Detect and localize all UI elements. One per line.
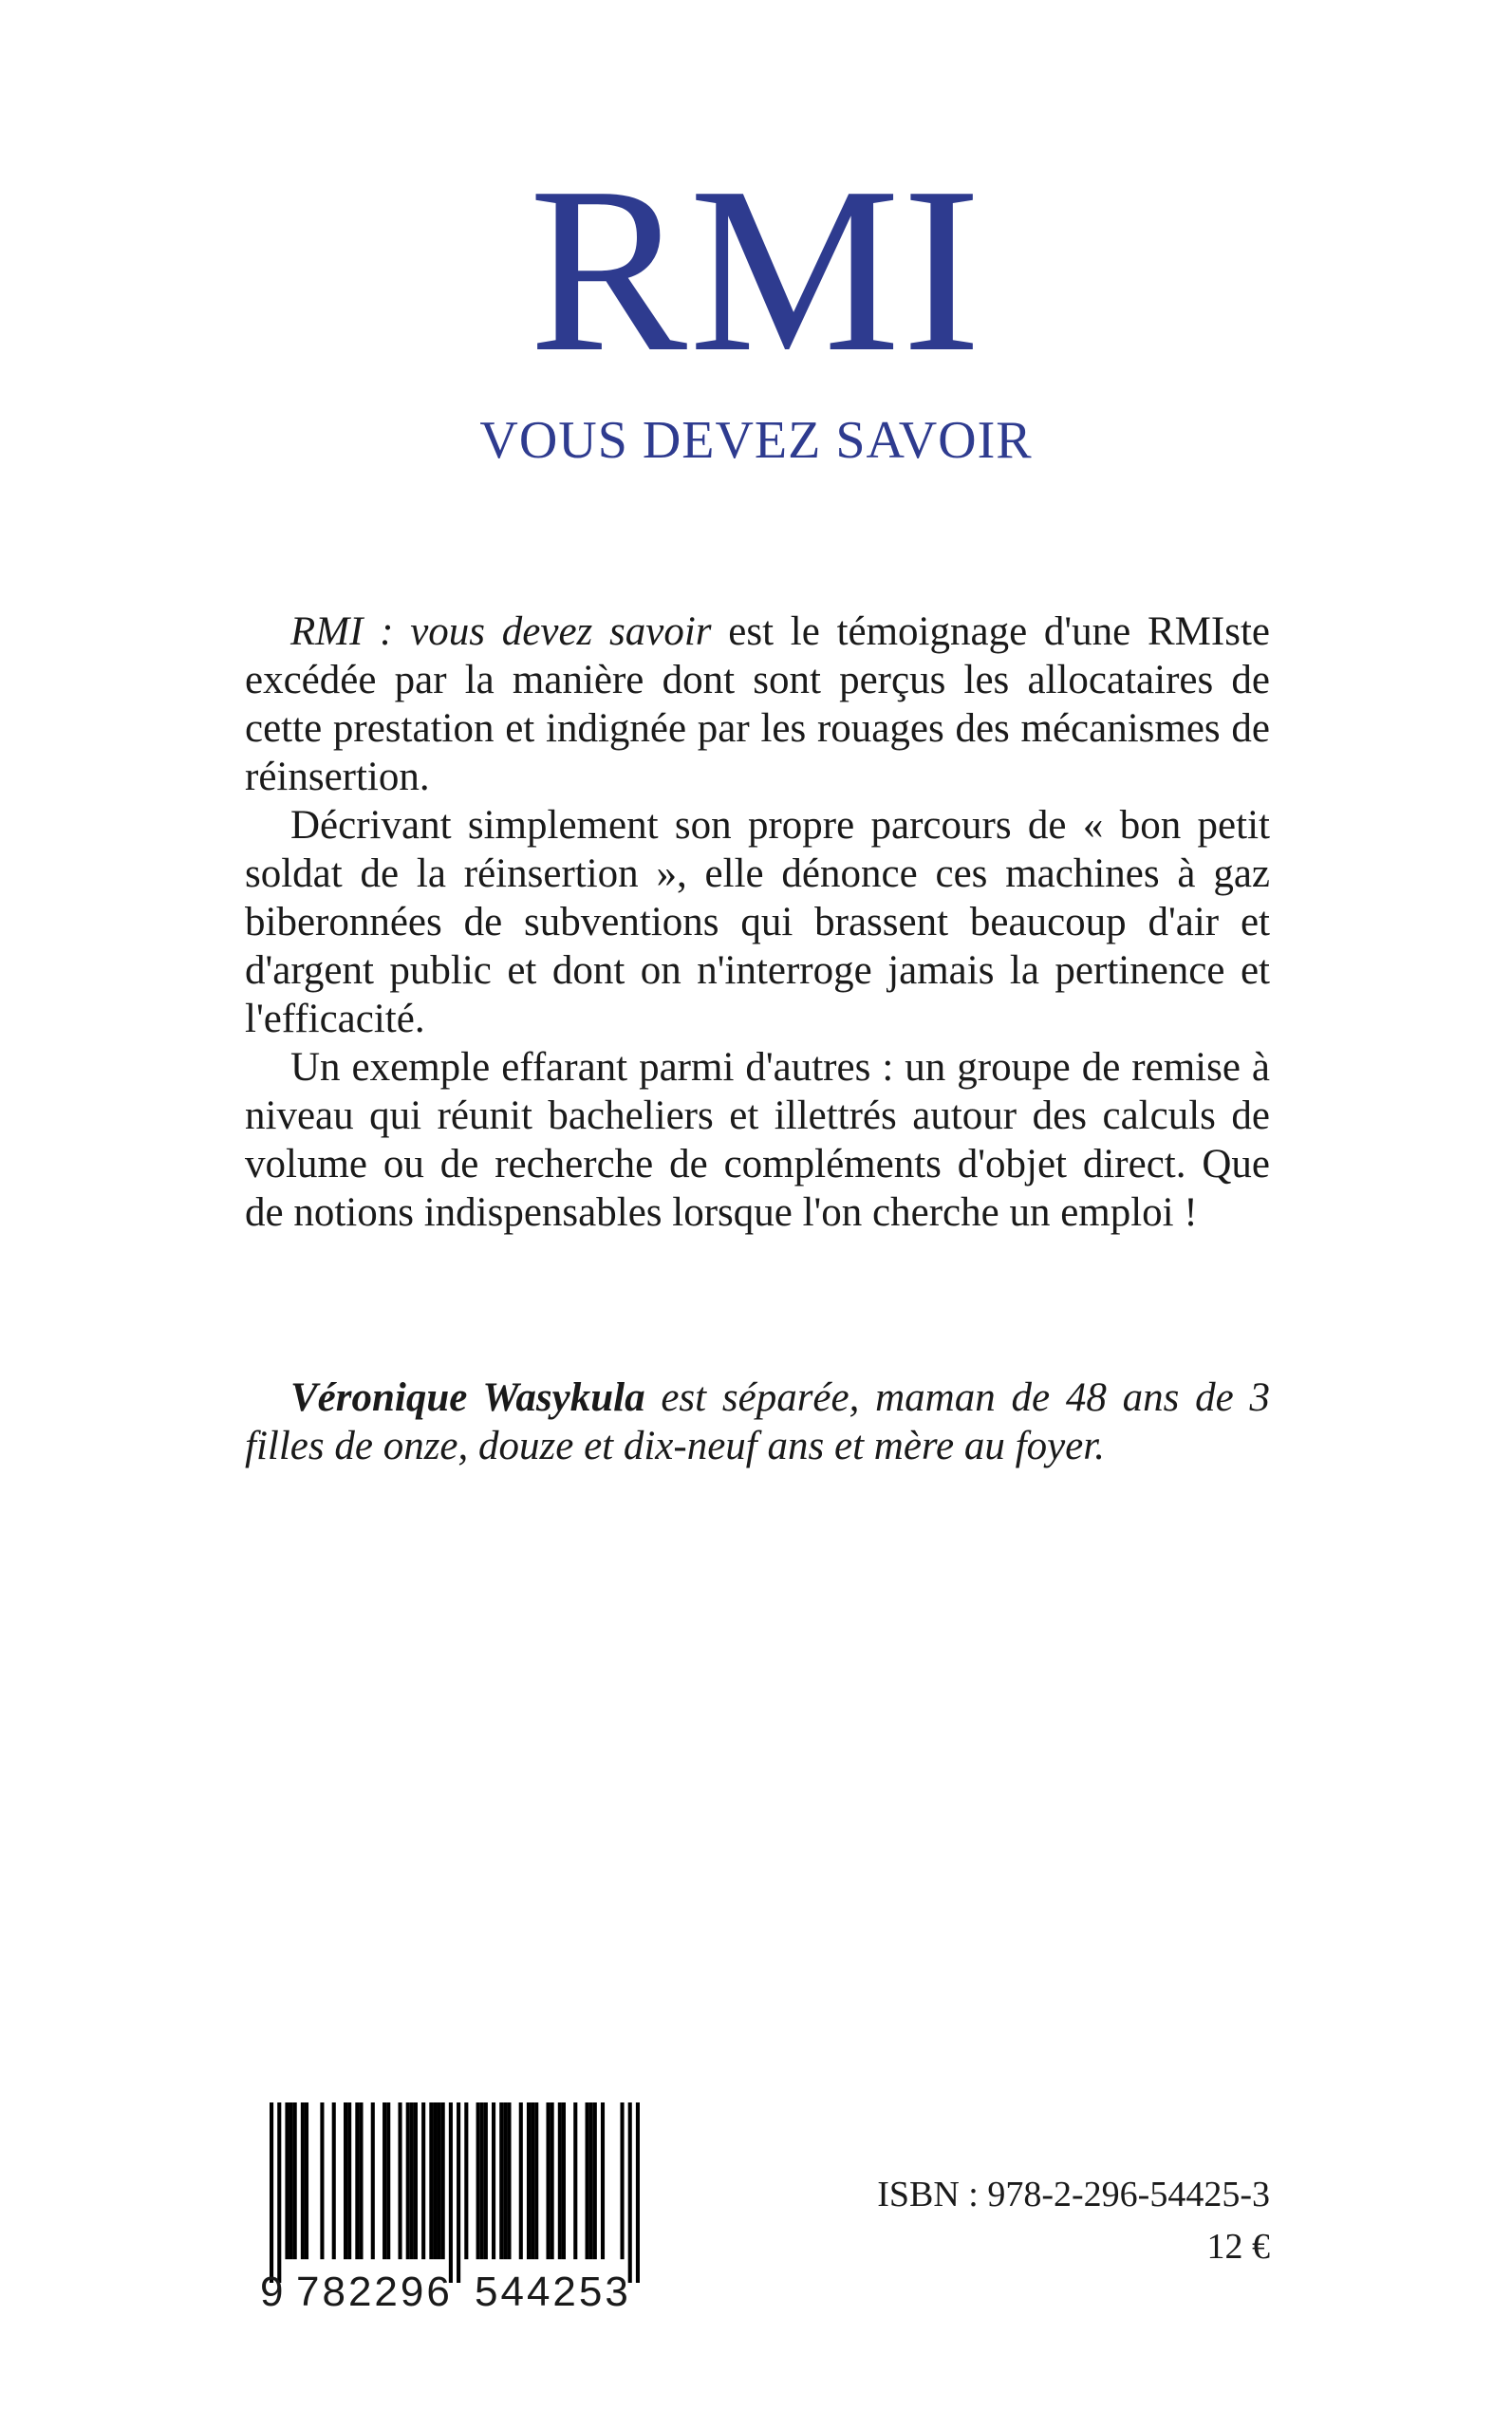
barcode-bar bbox=[562, 2102, 566, 2259]
barcode-bar bbox=[270, 2102, 273, 2283]
barcode-bar bbox=[586, 2102, 589, 2259]
barcode-bar bbox=[414, 2102, 418, 2259]
blurb-title-reference: RMI : vous devez savoir bbox=[290, 609, 712, 654]
barcode-bar bbox=[320, 2102, 324, 2259]
barcode-digit-group-2: 544253 bbox=[475, 2269, 631, 2315]
barcode-bar bbox=[499, 2102, 503, 2259]
barcode-bar bbox=[277, 2102, 281, 2283]
barcode-bar bbox=[386, 2102, 390, 2259]
barcode-bar bbox=[503, 2102, 507, 2259]
barcode-bar bbox=[601, 2102, 605, 2259]
barcode-bar bbox=[289, 2102, 293, 2259]
barcode-bar bbox=[534, 2102, 538, 2259]
book-subtitle: VOUS DEVEZ SAVOIR bbox=[479, 411, 1033, 470]
barcode-bar bbox=[398, 2102, 401, 2259]
book-title: RMI bbox=[529, 139, 983, 402]
barcode-bar bbox=[558, 2102, 562, 2259]
barcode-bar bbox=[293, 2102, 297, 2259]
barcode-bar bbox=[527, 2102, 531, 2259]
barcode-bar bbox=[332, 2102, 336, 2259]
barcode-bar bbox=[438, 2102, 441, 2259]
barcode-bar bbox=[433, 2102, 437, 2259]
barcode-digit-group-1: 782296 bbox=[296, 2269, 453, 2315]
barcode-bar bbox=[507, 2102, 511, 2259]
barcode-bars bbox=[270, 2102, 640, 2283]
barcode-bar bbox=[347, 2102, 351, 2259]
barcode-bar bbox=[620, 2102, 624, 2259]
barcode-bar bbox=[628, 2102, 632, 2283]
barcode-bar bbox=[593, 2102, 597, 2259]
price: 12 € bbox=[1206, 2227, 1270, 2267]
blurb-paragraph-1 bbox=[245, 607, 1270, 801]
barcode-bar bbox=[573, 2102, 577, 2259]
barcode-bar bbox=[355, 2102, 359, 2259]
blurb bbox=[245, 607, 1270, 1237]
barcode-bar bbox=[551, 2102, 554, 2259]
barcode-bar bbox=[305, 2102, 308, 2259]
barcode-bar bbox=[285, 2102, 289, 2259]
barcode-bar bbox=[476, 2102, 480, 2259]
barcode-bar bbox=[546, 2102, 550, 2259]
barcode-bar bbox=[371, 2102, 375, 2259]
barcode-bar bbox=[589, 2102, 593, 2259]
barcode-bar bbox=[480, 2102, 484, 2259]
barcode-bar bbox=[441, 2102, 445, 2259]
barcode-bar bbox=[531, 2102, 534, 2259]
blurb-p1-text: est le témoignage d'une RMIste excédée par la manière dont sont perçus les allocataires de cette prestation et indignée par les rouages des mécanismes de réinsertion. bbox=[245, 609, 1270, 799]
author-bio-text: est séparée, maman de 48 ans de 3 filles de onze, douze et dix-neuf ans et mère au foyer. bbox=[245, 1375, 1270, 1468]
barcode-bar bbox=[484, 2102, 488, 2259]
barcode-lead-digit: 9 bbox=[260, 2269, 287, 2315]
barcode-bar bbox=[492, 2102, 495, 2259]
blurb-paragraph-3: Un exemple effarant parmi d'autres : un groupe de remise à niveau qui réunit bacheliers et illettrés autour des calculs de volume ou de recherche de compléments d'objet direct. Que de notions indispensables lorsque l'on cherche un emploi ! bbox=[245, 1045, 1270, 1235]
barcode-bar bbox=[301, 2102, 305, 2259]
barcode-bar bbox=[449, 2102, 453, 2283]
barcode-bar bbox=[429, 2102, 433, 2259]
barcode-bar bbox=[344, 2102, 347, 2259]
barcode-bar bbox=[421, 2102, 425, 2259]
author-bio bbox=[245, 1373, 1270, 1470]
barcode-bar bbox=[464, 2102, 468, 2259]
barcode-bar bbox=[383, 2102, 386, 2259]
author-name: Véronique Wasykula bbox=[290, 1375, 645, 1420]
barcode-bar bbox=[406, 2102, 410, 2259]
barcode-bar bbox=[410, 2102, 414, 2259]
blurb-paragraph-2: Décrivant simplement son propre parcours de « bon petit soldat de la réinsertion », elle dénonce ces machines à gaz biberonnées de subventions qui brassent beaucoup d'air et d'argent public et dont on n'interroge jamais la pertinence et l'efficacité. bbox=[245, 803, 1270, 1041]
barcode-bar bbox=[519, 2102, 523, 2259]
barcode-bar bbox=[636, 2102, 640, 2283]
isbn: ISBN : 978-2-296-54425-3 bbox=[877, 2175, 1270, 2214]
barcode-bar bbox=[457, 2102, 460, 2283]
barcode-bar bbox=[359, 2102, 363, 2259]
